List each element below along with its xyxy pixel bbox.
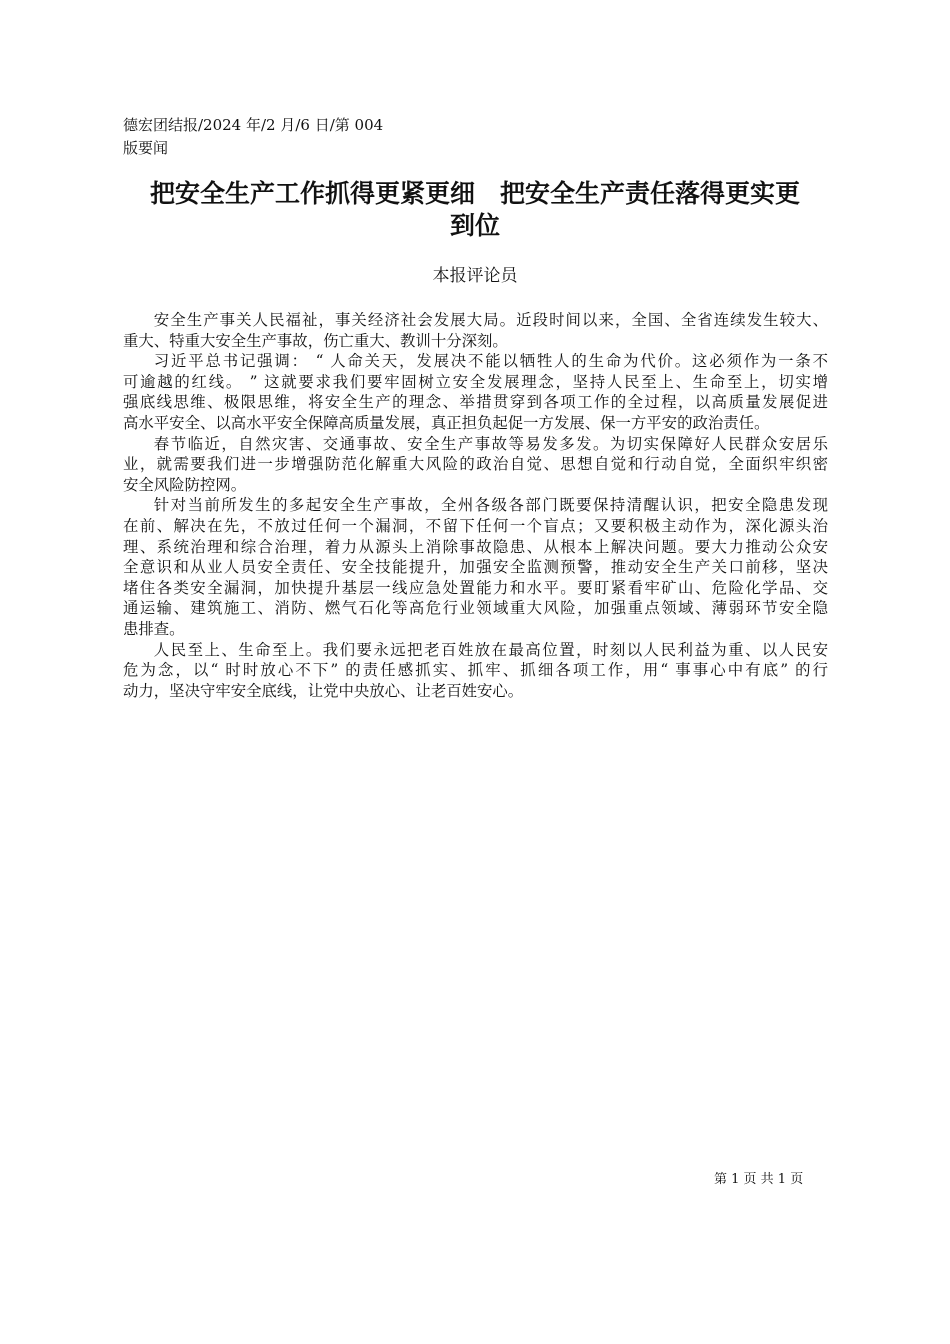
paragraph-line: 患排查。 [123,619,185,638]
paragraph-line: 在前、解决在先，不放过任何一个漏洞，不留下任何一个盲点；又要积极主动作为，深化源头治 [123,516,828,535]
paragraph-line: 习近平总书记强调： “ 人命关天，发展决不能以牺牲人的生命为代价。这必须作为一条不 [153,352,828,371]
paragraph-line: 堵住各类安全漏洞，加快提升基层一线应急处置能力和水平。要盯紧看牢矿山、危险化学品、交 [123,578,828,597]
paragraph [123,351,828,433]
paragraph [123,640,828,702]
article-title-line2: 到位 [449,211,500,240]
paragraph-line: 强底线思维、极限思维，将安全生产的理念、举措贯穿到各项工作的全过程，以高质量发展促进 [123,393,828,412]
paragraph-line: 可逾越的红线。 ” 这就要求我们要牢固树立安全发展理念，坚持人民至上、生命至上，切实增 [123,372,828,391]
paragraph-line: 理、系统治理和综合治理，着力从源头上消除事故隐患、从根本上解决问题。要大力推动公众安 [123,537,828,556]
publication-info [123,114,383,160]
byline: 本报评论员 [432,266,518,286]
article-body [123,310,828,701]
paragraph [123,495,828,639]
publication-info-line1: 德宏团结报/2024 年/2 月/6 日/第 004 [123,116,384,134]
paragraph-line: 人民至上、生命至上。我们要永远把老百姓放在最高位置，时刻以人民利益为重、以人民安 [153,640,828,659]
paragraph-line: 高水平安全、以高水平安全保障高质量发展，真正担负起促一方发展、保一方平安的政治责任。 [123,413,770,432]
paragraph-line: 安全风险防控网。 [123,475,247,494]
paragraph [123,434,828,496]
article-title [110,178,840,242]
paragraph-line: 危为念，以“ 时时放心不下” 的责任感抓实、抓牢、抓细各项工作，用“ 事事心中有底” 的行 [123,661,828,680]
paragraph-line: 安全生产事关人民福祉，事关经济社会发展大局。近段时间以来，全国、全省连续发生较大、 [153,311,828,329]
paragraph [123,310,828,351]
paragraph-line: 动力，坚决守牢安全底线，让党中央放心、让老百姓安心。 [123,681,524,700]
paragraph-line: 通运输、建筑施工、消防、燃气石化等高危行业领域重大风险，加强重点领域、薄弱环节安全隐 [123,599,828,618]
publication-info-line2: 版要闻 [123,139,169,157]
page-number: 第 1 页 共 1 页 [714,1172,804,1187]
paragraph-line: 针对当前所发生的多起安全生产事故，全州各级各部门既要保持清醒认识，把安全隐患发现 [153,496,828,515]
paragraph-line: 春节临近，自然灾害、交通事故、安全生产事故等易发多发。为切实保障好人民群众安居乐 [153,434,828,453]
paragraph-line: 重大、特重大安全生产事故，伤亡重大、教训十分深刻。 [123,331,508,350]
paragraph-line: 业，就需要我们进一步增强防范化解重大风险的政治自觉、思想自觉和行动自觉，全面织牢织密 [123,455,828,474]
article-title-line1: 把安全生产工作抓得更紧更细 把安全生产责任落得更实更 [149,179,800,208]
paragraph-line: 全意识和从业人员安全责任、安全技能提升，加强安全监测预警，推动安全生产关口前移，坚决 [123,558,828,577]
